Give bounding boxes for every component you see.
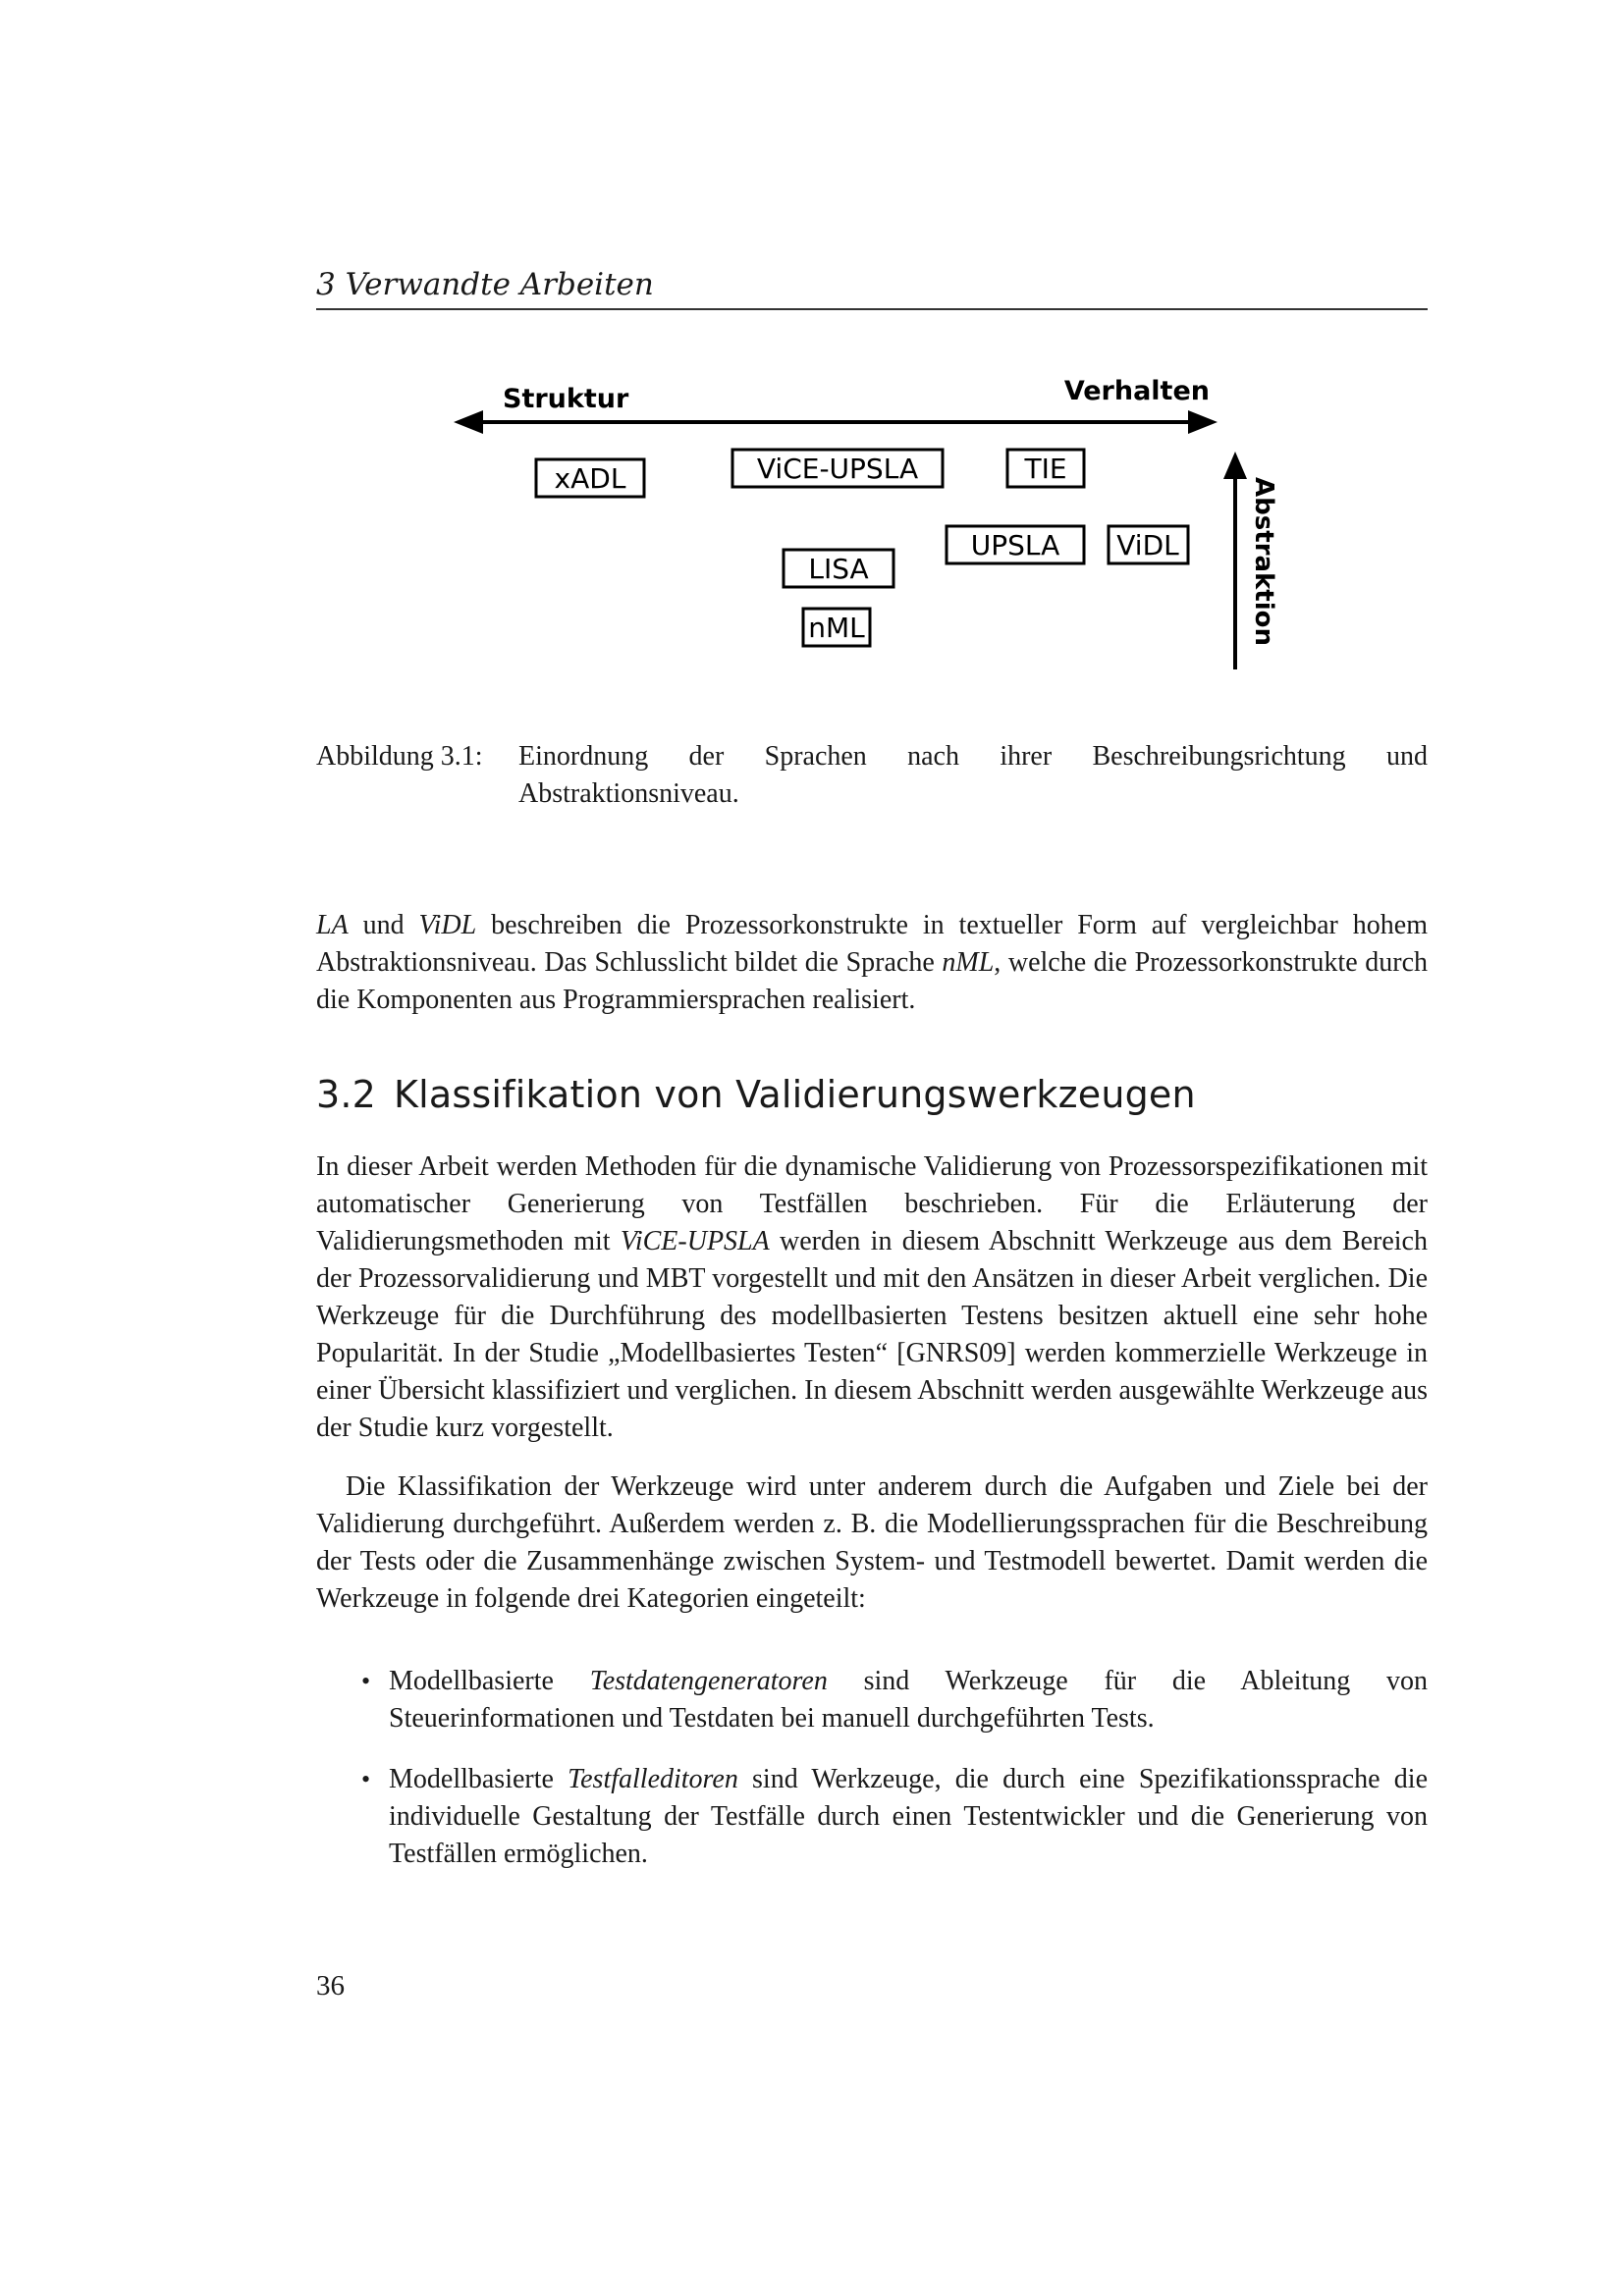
text-run: sind Werkzeuge für die Ableitung von Steuerinformationen und Testdaten bei manuell durchgeführten Tests. <box>389 1666 1429 1734</box>
term-vice-upsla: ViCE-UPSLA <box>620 1226 770 1256</box>
language-label: TIE <box>1024 453 1067 485</box>
text-run: In dieser Arbeit werden Methoden für die dynamische Validierung von Prozessorspezifikationen mit automatischer Generierung von Testfällen beschrieben. Für die Erläuterung der Validierungsmethoden mit <box>316 1151 1428 1256</box>
text-run: und <box>348 910 419 940</box>
running-header: 3 Verwandte Arbeiten <box>316 267 654 302</box>
term-vidl: ViDL <box>418 910 477 940</box>
text-run: sind Werkzeuge, die durch eine Spezifikationssprache die individuelle Gestaltung der Testfälle durch einen Testentwickler und die Generierung von Testfällen ermöglichen. <box>389 1764 1428 1869</box>
category-list <box>316 1663 1428 1896</box>
caption-text: Einordnung der Sprachen nach ihrer Beschreibungsrichtung und Abstraktionsniveau. <box>518 741 1428 809</box>
paragraph-text <box>316 907 1428 1019</box>
language-label: xADL <box>554 462 626 495</box>
paragraph-classification <box>316 1468 1428 1618</box>
language-box-upsla <box>947 526 1084 563</box>
term-testfalleditoren: Testfalleditoren <box>568 1764 738 1794</box>
text-run: , welche die Prozessorkonstrukte durch die Komponenten aus Programmiersprachen realisiert. <box>316 947 1428 1015</box>
text-run: beschreiben die Prozessorkonstrukte in textueller Form auf vergleichbar hohem Abstraktionsniveau. Das Schlusslicht bildet die Sprache <box>316 910 1429 978</box>
language-box-lisa <box>784 550 893 587</box>
language-label: nML <box>808 612 865 644</box>
header-rule <box>316 308 1428 310</box>
language-box-xadl <box>536 459 644 497</box>
axis-label-abstraction: Abstraktion <box>1249 476 1278 647</box>
language-box-tie <box>1007 450 1084 487</box>
bullet-icon: • <box>361 1667 371 1695</box>
language-box-vice-upsla <box>732 450 943 487</box>
caption-label: Abbildung 3.1: <box>316 741 483 772</box>
classification-diagram <box>0 373 1624 697</box>
text-run: Modellbasierte <box>389 1666 590 1696</box>
axis-arrow-up <box>1223 452 1247 479</box>
axis-label-structure: Struktur <box>503 384 629 414</box>
language-label: LISA <box>808 553 869 585</box>
figure-language-classification <box>0 373 1624 697</box>
text-run: werden in diesem Abschnitt Werkzeuge aus dem Bereich der Prozessorvalidierung und MBT vorgestellt und mit den Ansätzen in dieser Arbeit verglichen. Die Werkzeuge für die Durchführung des modellbasierten Testens besitzen aktuell eine sehr hohe Popularität. In der Studie „Modellbasiertes Testen“ [GNRS09] werden kommerzielle Werkzeuge in einer Übersicht klassifiziert und verglichen. In diesem Abschnitt werden ausgewählte Werkzeuge aus der Studie kurz vorgestellt. <box>316 1226 1428 1443</box>
language-label: ViCE-UPSLA <box>756 453 919 485</box>
list-item <box>316 1761 1428 1873</box>
axis-label-behavior: Verhalten <box>1063 376 1210 406</box>
term-nml: nML <box>942 947 995 978</box>
page-number: 36 <box>316 1970 345 2002</box>
bullet-icon: • <box>361 1765 371 1793</box>
list-item <box>316 1663 1428 1737</box>
language-box-vidl <box>1109 526 1188 563</box>
language-label: UPSLA <box>970 529 1060 561</box>
section-title: Klassifikation von Validierungswerkzeugen <box>394 1073 1196 1116</box>
paragraph-text <box>316 1148 1428 1447</box>
term-testdatengeneratoren: Testdatengeneratoren <box>589 1666 828 1696</box>
paragraph-continuation <box>316 907 1428 1019</box>
paragraph-intro <box>316 1148 1428 1447</box>
paragraph-text: Die Klassifikation der Werkzeuge wird unter anderem durch die Aufgaben und Ziele bei der Validierung durchgeführt. Außerdem werden z. B. die Modellierungssprachen für die Beschreibung der Tests oder die Zusammenhänge zwischen System- und Testmodell bewertet. Damit werden die Werkzeuge in folgende drei Kategorien eingeteilt: <box>316 1471 1428 1614</box>
language-label: ViDL <box>1116 529 1179 561</box>
term-la: LA <box>316 910 349 940</box>
section-heading <box>316 1070 1428 1119</box>
language-box-nml <box>803 609 870 646</box>
text-run: Modellbasierte <box>389 1764 568 1794</box>
section-number: 3.2 <box>316 1073 377 1116</box>
axis-arrow-right <box>1188 410 1218 434</box>
axis-arrow-left <box>454 410 483 434</box>
